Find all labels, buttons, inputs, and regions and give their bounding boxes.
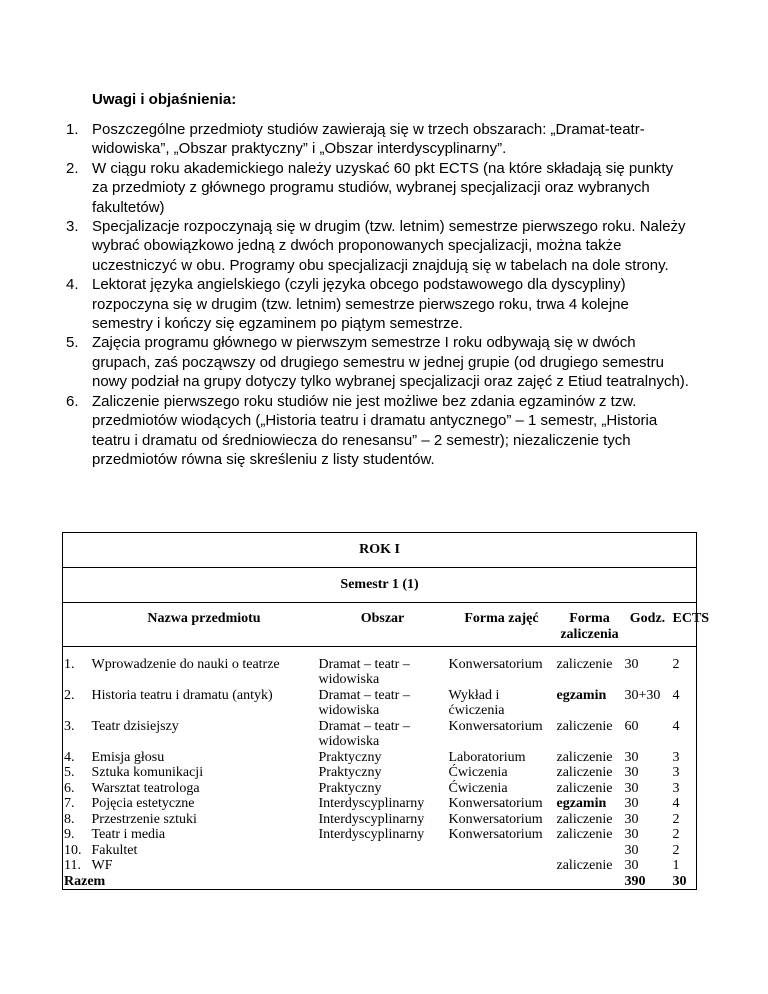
subject-name: Historia teatru i dramatu (antyk) <box>91 687 273 703</box>
note-item <box>60 392 690 470</box>
hours: 30 <box>624 780 639 796</box>
row-number: 7. <box>63 796 91 812</box>
ects: 4 <box>672 719 697 750</box>
hours: 30+30 <box>624 687 661 703</box>
subject-name: Emisja głosu <box>91 749 165 765</box>
note-number: 2. <box>66 159 79 177</box>
credit-form: zaliczenie <box>556 811 613 827</box>
class-form: Konwersatorium <box>448 796 543 811</box>
class-form: Konwersatorium <box>448 811 543 827</box>
note-item <box>60 159 690 217</box>
subject-area <box>318 843 448 859</box>
hours: 30 <box>624 811 639 827</box>
class-form: Laboratorium <box>448 749 526 765</box>
class-form <box>448 843 556 859</box>
note-item <box>60 217 690 275</box>
subject-area: Interdyscyplinarny <box>318 811 425 827</box>
subject-area: Dramat – teatr – widowiska <box>318 718 410 749</box>
credit-form: zaliczenie <box>556 858 613 873</box>
ects: 4 <box>672 688 697 719</box>
row-number: 2. <box>63 688 91 719</box>
note-item <box>60 333 690 391</box>
ects: 2 <box>672 827 697 843</box>
note-text: W ciągu roku akademickiego należy uzyskać 60 pkt ECTS (na które składają się punkty za przedmioty z głównego programu studiów, wybranej specjalizacji oraz wybranych fakultetów) <box>92 159 674 216</box>
header-area: Obszar <box>318 603 448 647</box>
subject-name: Teatr dzisiejszy <box>91 718 179 734</box>
table-row <box>63 750 697 766</box>
header-credit: Forma zaliczenia <box>556 603 624 647</box>
year-title: ROK I <box>63 533 697 568</box>
class-form: Ćwiczenia <box>448 765 508 780</box>
note-text: Poszczególne przedmioty studiów zawierają się w trzech obszarach: „Dramat-teatr-widowiska”, „Obszar praktyczny” i „Obszar interdyscyplinarny”. <box>92 121 645 158</box>
note-text: Zaliczenie pierwszego roku studiów nie jest możliwe bez zdania egzaminów z tzw. przedmiotów wiodących („Historia teatru i dramatu antycznego” – 1 semestr, „Historia teatru i dramatu od średniowiecza do renesansu” – 2 semestr); niezaliczenie tych przedmiotów równa się skreśleniu z listy studentów. <box>92 392 658 468</box>
subject-name: Sztuka komunikacji <box>91 765 204 780</box>
subject-name: Pojęcia estetyczne <box>91 796 195 811</box>
subject-name: Fakultet <box>91 842 138 858</box>
header-form: Forma zajęć <box>448 603 556 647</box>
notes-heading: Uwagi i objaśnienia: <box>92 91 237 108</box>
subject-area <box>318 858 448 874</box>
ects: 3 <box>672 750 697 766</box>
subject-area: Interdyscyplinarny <box>318 796 425 811</box>
note-number: 4. <box>66 276 79 294</box>
note-text: Lektorat języka angielskiego (czyli języka obcego podstawowego dla dyscypliny) rozpoczyna się w drugim (tzw. letnim) semestrze pierwszego roku, trwa 4 kolejne semestry i kończy się egzaminem po piątym semestrze. <box>92 276 629 333</box>
subject-area: Praktyczny <box>318 749 382 765</box>
credit-form: egzamin <box>556 687 607 703</box>
credit-form <box>556 843 624 859</box>
subject-name: Teatr i media <box>91 827 166 842</box>
credit-form: zaliczenie <box>556 718 613 734</box>
table-row <box>63 827 697 843</box>
table-row <box>63 719 697 750</box>
table-row <box>63 796 697 812</box>
total-hours: 390 <box>624 874 672 890</box>
subject-area: Praktyczny <box>318 780 382 796</box>
row-number: 4. <box>63 750 91 766</box>
subject-name: Przestrzenie sztuki <box>91 811 197 827</box>
table-row <box>63 688 697 719</box>
subject-area: Interdyscyplinarny <box>318 827 425 842</box>
class-form: Ćwiczenia <box>448 780 508 796</box>
class-form: Konwersatorium <box>448 656 543 672</box>
ects: 2 <box>672 843 697 859</box>
header-name: Nazwa przedmiotu <box>91 603 318 647</box>
subject-area: Dramat – teatr – widowiska <box>318 687 410 718</box>
credit-form: egzamin <box>556 796 607 811</box>
note-item <box>60 275 690 333</box>
subject-area: Dramat – teatr – widowiska <box>318 656 410 687</box>
note-text: Specjalizacje rozpoczynają się w drugim (tzw. letnim) semestrze pierwszego roku. Należy wybrać obowiązkowo jedną z dwóch proponowanych specjalizacji, można także uczestniczyć w obu. Programy obu specjalizacji znajdują się w tabelach na dole strony. <box>92 218 686 274</box>
row-number: 8. <box>63 812 91 828</box>
hours: 30 <box>624 656 639 672</box>
notes-list <box>60 120 690 469</box>
credit-form: zaliczenie <box>556 749 613 765</box>
row-number: 6. <box>63 781 91 797</box>
table-row <box>63 812 697 828</box>
class-form: Konwersatorium <box>448 827 543 842</box>
note-number: 1. <box>66 121 79 138</box>
credit-form: zaliczenie <box>556 656 613 672</box>
hours: 30 <box>624 749 639 765</box>
total-label: Razem <box>63 874 624 890</box>
table-row <box>63 858 697 874</box>
row-number: 10. <box>63 843 91 859</box>
class-form: Konwersatorium <box>448 718 543 734</box>
note-number: 6. <box>66 392 79 410</box>
total-row <box>63 874 697 890</box>
row-number: 1. <box>63 657 91 688</box>
credit-form: zaliczenie <box>556 780 613 796</box>
hours: 30 <box>624 842 639 858</box>
hours: 30 <box>624 765 639 780</box>
credit-form: zaliczenie <box>556 765 613 780</box>
note-item <box>60 120 690 159</box>
hours: 30 <box>624 796 639 811</box>
subject-name: Wprowadzenie do nauki o teatrze <box>91 656 280 672</box>
hours: 30 <box>624 858 639 873</box>
note-text: Zajęcia programu głównego w pierwszym semestrze I roku odbywają się w dwóch grupach, zaś począwszy od drugiego semestru w jednej grupie (od drugiego semestru nowy podział na grupy dotyczy tylko wybranej specjalizacji oraz zajęć z Etiud teatralnych). <box>92 334 689 391</box>
class-form: Wykład i ćwiczenia <box>448 687 505 718</box>
table-row <box>63 843 697 859</box>
subject-area: Praktyczny <box>318 765 382 780</box>
table-header-row <box>63 603 697 647</box>
curriculum-table <box>62 532 710 890</box>
curriculum-table-wrap <box>62 532 710 890</box>
note-number: 3. <box>66 218 79 236</box>
table-row <box>63 657 697 688</box>
table-row <box>63 781 697 797</box>
ects: 4 <box>672 796 697 812</box>
table-row <box>63 765 697 781</box>
ects: 1 <box>672 858 697 874</box>
subject-name: WF <box>91 858 113 873</box>
note-number: 5. <box>66 334 79 352</box>
hours: 30 <box>624 827 639 842</box>
subject-name: Warsztat teatrologa <box>91 780 200 796</box>
class-form <box>448 858 556 874</box>
row-number: 5. <box>63 765 91 781</box>
hours: 60 <box>624 718 639 734</box>
credit-form: zaliczenie <box>556 827 613 842</box>
row-number: 3. <box>63 719 91 750</box>
ects: 3 <box>672 781 697 797</box>
ects: 3 <box>672 765 697 781</box>
ects: 2 <box>672 657 697 688</box>
row-number: 9. <box>63 827 91 843</box>
row-number: 11. <box>63 858 91 874</box>
total-ects: 30 <box>672 874 697 890</box>
header-hours: Godz. <box>624 603 672 647</box>
ects: 2 <box>672 812 697 828</box>
semester-title: Semestr 1 (1) <box>63 568 697 603</box>
header-ects: ECTS <box>672 603 697 647</box>
